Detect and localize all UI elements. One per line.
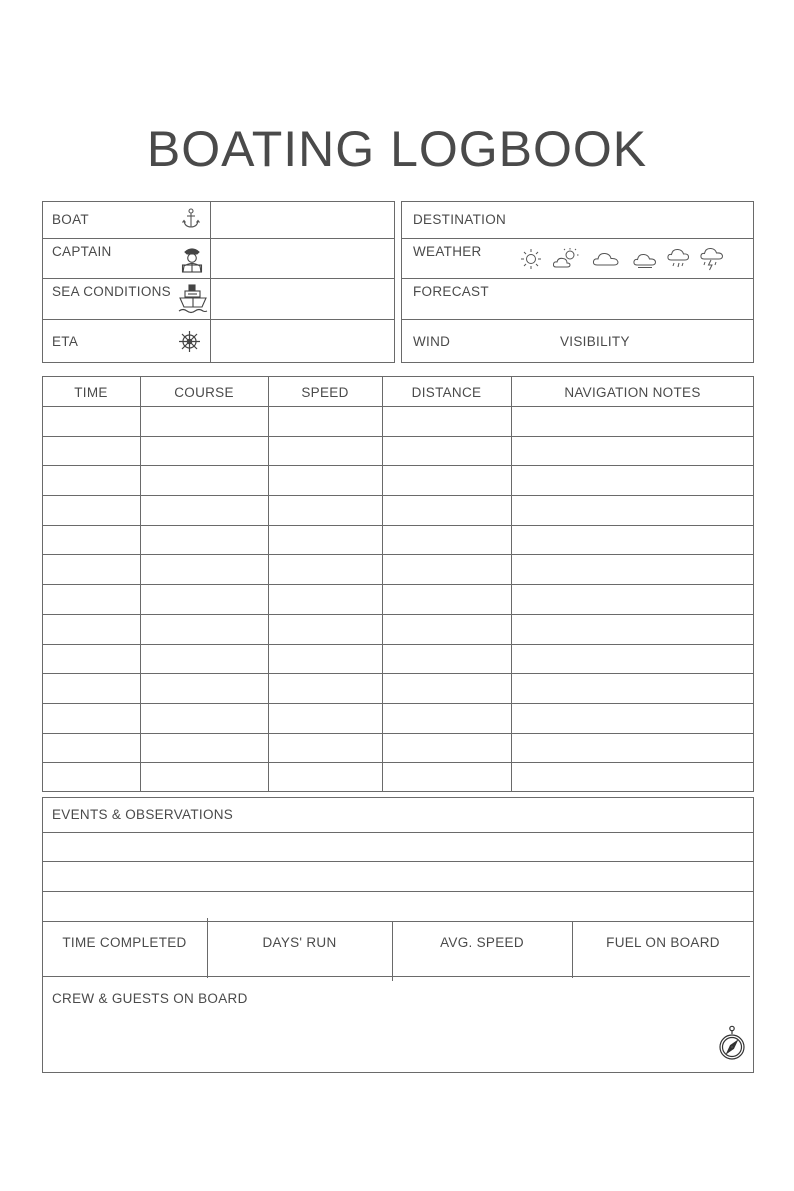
partly-sunny-icon[interactable] bbox=[552, 247, 580, 271]
rain-cloud-icon[interactable] bbox=[666, 246, 690, 272]
wind-label: WIND bbox=[413, 334, 451, 349]
course-cell[interactable] bbox=[142, 527, 266, 554]
course-cell[interactable] bbox=[142, 497, 266, 524]
distance-cell[interactable] bbox=[384, 735, 509, 762]
distance-cell[interactable] bbox=[384, 556, 509, 583]
sea-conditions-label: SEA CONDITIONS bbox=[52, 284, 171, 299]
course-cell[interactable] bbox=[142, 735, 266, 762]
cloudy-icon[interactable] bbox=[632, 249, 658, 269]
column-header-time: TIME bbox=[74, 385, 108, 400]
destination-field[interactable] bbox=[510, 203, 752, 237]
navigation-notes-cell[interactable] bbox=[513, 438, 752, 465]
distance-cell[interactable] bbox=[384, 497, 509, 524]
column-header-distance: DISTANCE bbox=[411, 385, 482, 400]
eta-label: ETA bbox=[52, 334, 79, 349]
weather-label: WEATHER bbox=[413, 244, 482, 259]
time-cell[interactable] bbox=[44, 556, 138, 583]
storm-cloud-icon[interactable] bbox=[699, 245, 725, 273]
crew-guests-field[interactable] bbox=[44, 1012, 704, 1070]
time-cell[interactable] bbox=[44, 467, 138, 494]
course-cell[interactable] bbox=[142, 705, 266, 732]
column-header-course: COURSE bbox=[174, 385, 234, 400]
distance-cell[interactable] bbox=[384, 675, 509, 702]
navigation-notes-cell[interactable] bbox=[513, 467, 752, 494]
visibility-field[interactable] bbox=[632, 321, 752, 361]
forecast-label: FORECAST bbox=[413, 284, 489, 299]
speed-cell[interactable] bbox=[270, 556, 380, 583]
navigation-notes-cell[interactable] bbox=[513, 497, 752, 524]
navigation-notes-cell[interactable] bbox=[513, 735, 752, 762]
distance-cell[interactable] bbox=[384, 467, 509, 494]
events-line-1[interactable] bbox=[44, 834, 752, 860]
time-cell[interactable] bbox=[44, 408, 138, 435]
course-cell[interactable] bbox=[142, 408, 266, 435]
speed-cell[interactable] bbox=[270, 438, 380, 465]
time-completed-field[interactable] bbox=[44, 955, 206, 975]
distance-cell[interactable] bbox=[384, 408, 509, 435]
destination-label: DESTINATION bbox=[413, 212, 507, 227]
course-cell[interactable] bbox=[142, 616, 266, 643]
sea-conditions-field[interactable] bbox=[212, 280, 393, 318]
course-cell[interactable] bbox=[142, 764, 266, 791]
navigation-notes-cell[interactable] bbox=[513, 586, 752, 613]
column-header-navigation-notes: NAVIGATION NOTES bbox=[564, 385, 701, 400]
speed-cell[interactable] bbox=[270, 527, 380, 554]
time-cell[interactable] bbox=[44, 675, 138, 702]
captain-label: CAPTAIN bbox=[52, 244, 112, 259]
fuel-on-board-label: FUEL ON BOARD bbox=[606, 935, 720, 950]
course-cell[interactable] bbox=[142, 556, 266, 583]
eta-field[interactable] bbox=[212, 321, 393, 361]
events-observations-label: EVENTS & OBSERVATIONS bbox=[52, 807, 234, 822]
visibility-label: VISIBILITY bbox=[560, 334, 630, 349]
crew-guests-label: CREW & GUESTS ON BOARD bbox=[52, 991, 248, 1006]
speed-cell[interactable] bbox=[270, 467, 380, 494]
events-line-2[interactable] bbox=[44, 863, 752, 890]
distance-cell[interactable] bbox=[384, 527, 509, 554]
time-cell[interactable] bbox=[44, 764, 138, 791]
helm-wheel-icon bbox=[178, 330, 201, 353]
speed-cell[interactable] bbox=[270, 735, 380, 762]
avg-speed-field[interactable] bbox=[394, 955, 571, 975]
time-cell[interactable] bbox=[44, 735, 138, 762]
avg-speed-label: AVG. SPEED bbox=[440, 935, 524, 950]
forecast-field[interactable] bbox=[495, 280, 752, 318]
time-completed-label: TIME COMPLETED bbox=[62, 935, 187, 950]
navigation-notes-cell[interactable] bbox=[513, 646, 752, 673]
course-cell[interactable] bbox=[142, 586, 266, 613]
events-line-3[interactable] bbox=[44, 893, 752, 920]
captain-icon bbox=[181, 245, 203, 273]
page-title: BOATING LOGBOOK bbox=[146, 121, 648, 177]
captain-field[interactable] bbox=[212, 240, 393, 277]
speed-cell[interactable] bbox=[270, 586, 380, 613]
speed-cell[interactable] bbox=[270, 616, 380, 643]
time-cell[interactable] bbox=[44, 527, 138, 554]
speed-cell[interactable] bbox=[270, 646, 380, 673]
days-run-label: DAYS' RUN bbox=[262, 935, 337, 950]
distance-cell[interactable] bbox=[384, 705, 509, 732]
time-cell[interactable] bbox=[44, 705, 138, 732]
wind-field[interactable] bbox=[458, 321, 553, 361]
distance-cell[interactable] bbox=[384, 586, 509, 613]
column-header-speed: SPEED bbox=[301, 385, 349, 400]
boat-field[interactable] bbox=[212, 203, 393, 237]
course-cell[interactable] bbox=[142, 467, 266, 494]
navigation-notes-cell[interactable] bbox=[513, 675, 752, 702]
speed-cell[interactable] bbox=[270, 705, 380, 732]
days-run-field[interactable] bbox=[209, 955, 391, 975]
navigation-notes-cell[interactable] bbox=[513, 764, 752, 791]
speed-cell[interactable] bbox=[270, 497, 380, 524]
sun-icon[interactable] bbox=[520, 248, 542, 270]
navigation-notes-cell[interactable] bbox=[513, 705, 752, 732]
boat-label: BOAT bbox=[52, 212, 89, 227]
time-cell[interactable] bbox=[44, 586, 138, 613]
compass-icon bbox=[718, 1025, 746, 1063]
time-cell[interactable] bbox=[44, 497, 138, 524]
distance-cell[interactable] bbox=[384, 438, 509, 465]
cloud-icon[interactable] bbox=[592, 250, 620, 268]
course-cell[interactable] bbox=[142, 675, 266, 702]
navigation-notes-cell[interactable] bbox=[513, 527, 752, 554]
course-cell[interactable] bbox=[142, 438, 266, 465]
distance-cell[interactable] bbox=[384, 646, 509, 673]
time-cell[interactable] bbox=[44, 438, 138, 465]
course-cell[interactable] bbox=[142, 646, 266, 673]
distance-cell[interactable] bbox=[384, 616, 509, 643]
speed-cell[interactable] bbox=[270, 675, 380, 702]
time-cell[interactable] bbox=[44, 646, 138, 673]
fuel-on-board-field[interactable] bbox=[574, 955, 750, 975]
anchor-icon bbox=[181, 208, 201, 230]
navigation-notes-cell[interactable] bbox=[513, 556, 752, 583]
ship-icon bbox=[177, 283, 209, 315]
time-cell[interactable] bbox=[44, 616, 138, 643]
speed-cell[interactable] bbox=[270, 764, 380, 791]
navigation-notes-cell[interactable] bbox=[513, 408, 752, 435]
navigation-notes-cell[interactable] bbox=[513, 616, 752, 643]
distance-cell[interactable] bbox=[384, 764, 509, 791]
speed-cell[interactable] bbox=[270, 408, 380, 435]
